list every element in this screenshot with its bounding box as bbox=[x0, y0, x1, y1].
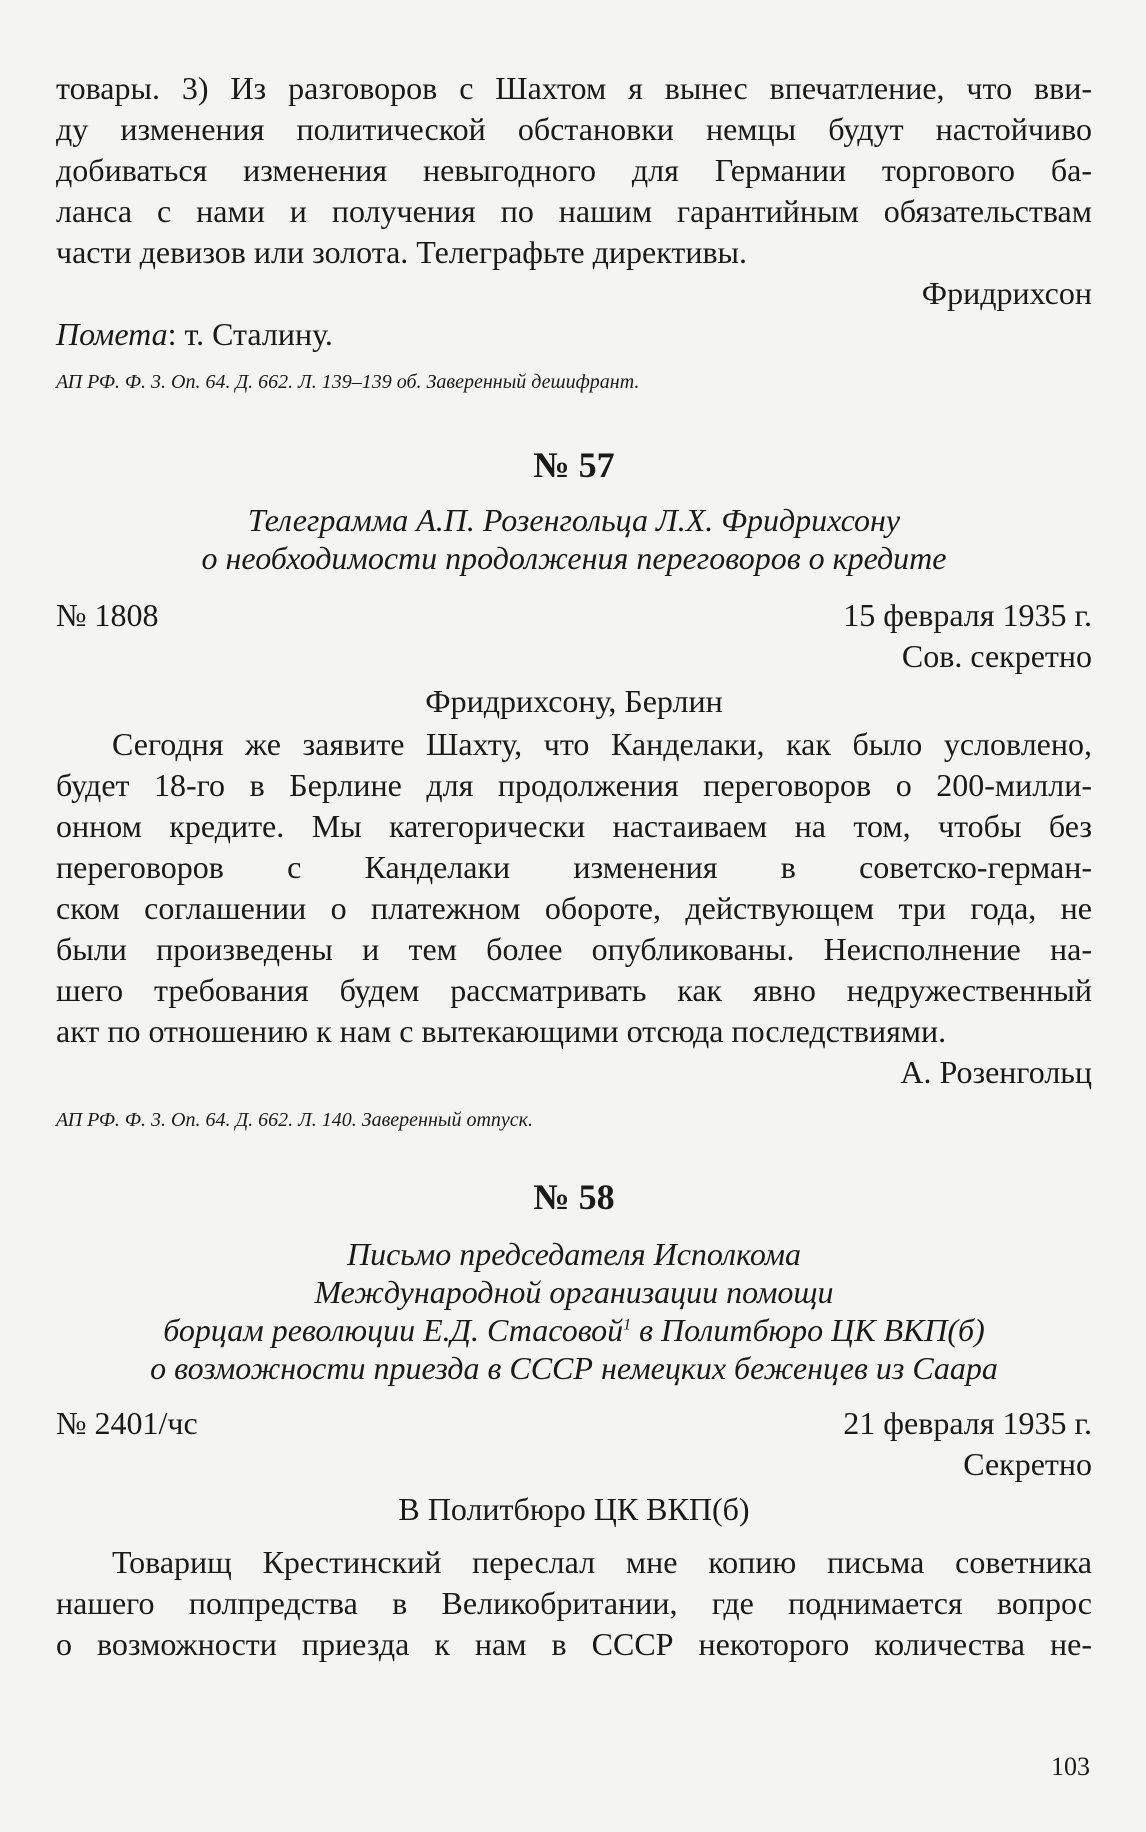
doc56-body bbox=[56, 68, 1092, 273]
doc58-number: № 58 bbox=[533, 1177, 615, 1217]
doc57-signature: А. Розенгольц bbox=[900, 1054, 1092, 1090]
doc57-text-line: ском соглашении о платежном обороте, действующем три года, не bbox=[56, 890, 1092, 926]
doc58-body bbox=[56, 1542, 1092, 1665]
doc57-addressee: Фридрихсону, Берлин bbox=[425, 683, 723, 719]
doc58-reg-number: № 2401/чс bbox=[56, 1405, 198, 1441]
doc57-text-line: переговоров с Канделаки изменения в советско-герман- bbox=[56, 849, 1092, 885]
doc57-source: АП РФ. Ф. 3. Оп. 64. Д. 662. Л. 140. Заверенный отпуск. bbox=[56, 1109, 534, 1131]
doc58-classification: Секретно bbox=[963, 1446, 1092, 1482]
doc58-title-line: Письмо председателя Исполкома bbox=[346, 1236, 802, 1272]
doc58-addressee: В Политбюро ЦК ВКП(б) bbox=[398, 1491, 750, 1527]
doc57-title-line: о необходимости продолжения переговоров о кредите bbox=[201, 540, 947, 576]
page-number: 103 bbox=[1051, 1752, 1090, 1781]
doc57-text-line: будет 18-го в Берлине для продолжения переговоров о 200-милли- bbox=[56, 767, 1092, 803]
doc57-classification: Сов. секретно bbox=[901, 638, 1092, 674]
doc57-date: 15 февраля 1935 г. bbox=[843, 597, 1092, 633]
footnote-marker: 1 bbox=[623, 1316, 632, 1334]
doc56-note-text: : т. Сталину. bbox=[167, 316, 333, 352]
doc56-text-line: части девизов или золота. Телеграфьте директивы. bbox=[56, 234, 748, 270]
doc56-signature: Фридрихсон bbox=[921, 275, 1092, 311]
doc56-source: АП РФ. Ф. 3. Оп. 64. Д. 662. Л. 139–139 об. Заверенный дешифрант. bbox=[56, 371, 640, 393]
doc57-title bbox=[56, 501, 1092, 577]
doc58-title bbox=[56, 1235, 1092, 1387]
doc57-text-line: шего требования будем рассматривать как явно недружественный bbox=[56, 972, 1092, 1008]
doc57-text-line: Сегодня же заявите Шахту, что Канделаки, как было условлено, bbox=[112, 726, 1092, 762]
doc56-text-line: добиваться изменения невыгодного для Германии торгового ба- bbox=[56, 152, 1092, 188]
doc58-title-part: в Политбюро ЦК ВКП(б) bbox=[631, 1312, 985, 1348]
doc56-text-line: ду изменения политической обстановки немцы будут настойчиво bbox=[56, 111, 1092, 147]
doc58-text-line: о возможности приезда к нам в СССР некоторого количества не- bbox=[56, 1626, 1092, 1662]
doc57-body bbox=[56, 724, 1092, 1052]
doc57-title-line: Телеграмма А.П. Розенгольца Л.Х. Фридрихсону bbox=[247, 502, 901, 538]
doc58-title-line: Международной организации помощи bbox=[314, 1274, 834, 1310]
doc58-title-line bbox=[56, 1311, 1092, 1349]
doc57-reg-number: № 1808 bbox=[56, 597, 159, 633]
doc58-title-part: борцам революции Е.Д. Стасовой bbox=[163, 1312, 624, 1348]
doc58-text-line: нашего полпредства в Великобритании, где поднимается вопрос bbox=[56, 1585, 1092, 1621]
doc56-note-label: Помета bbox=[56, 316, 168, 352]
document-page bbox=[56, 68, 1092, 1665]
doc57-text-line: акт по отношению к нам с вытекающими отсюда последствиями. bbox=[56, 1013, 947, 1049]
doc57-text-line: были произведены и тем более опубликованы. Неисполнение на- bbox=[56, 931, 1092, 967]
doc58-header-row bbox=[56, 1403, 1092, 1444]
doc56-text-line: товары. 3) Из разговоров с Шахтом я вынес впечатление, что вви- bbox=[56, 70, 1092, 106]
doc57-number: № 57 bbox=[533, 445, 615, 485]
doc58-text-line: Товарищ Крестинский переслал мне копию письма советника bbox=[112, 1544, 1092, 1580]
doc56-text-line: ланса с нами и получения по нашим гарантийным обязательствам bbox=[56, 193, 1092, 229]
doc57-header-row bbox=[56, 595, 1092, 636]
doc57-text-line: онном кредите. Мы категорически настаиваем на том, чтобы без bbox=[56, 808, 1092, 844]
doc56-note bbox=[56, 314, 1092, 355]
doc58-title-line: о возможности приезда в СССР немецких беженцев из Саара bbox=[150, 1350, 998, 1386]
doc58-date: 21 февраля 1935 г. bbox=[843, 1405, 1092, 1441]
